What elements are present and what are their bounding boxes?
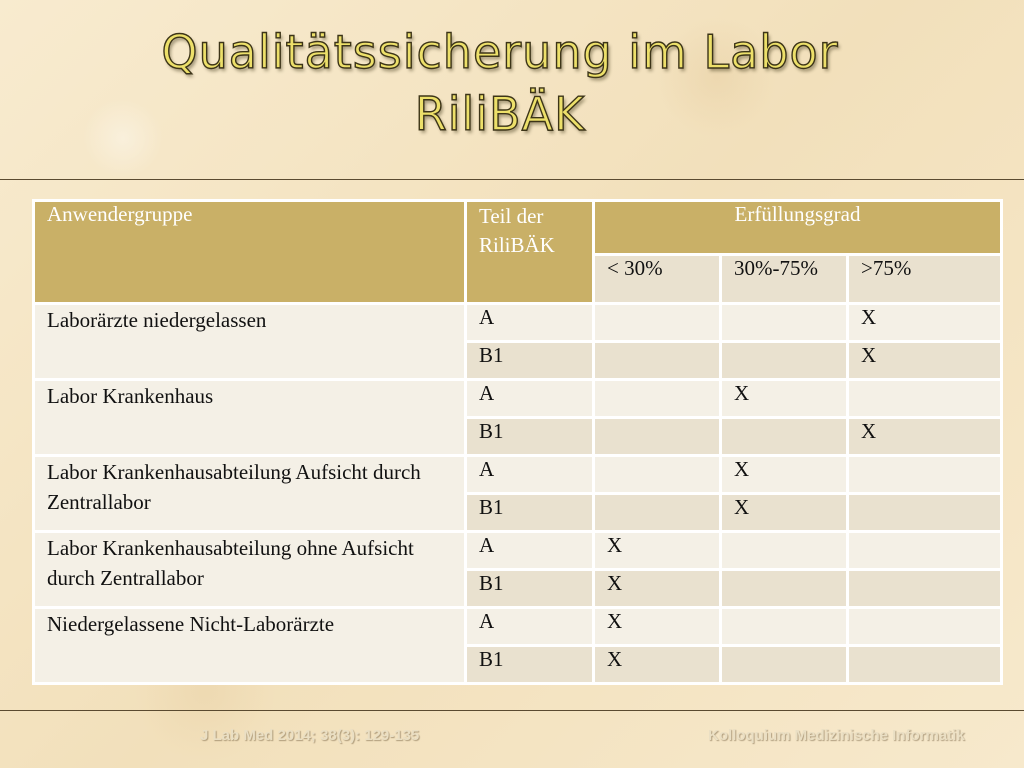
header-teil: Teil der RiliBÄK <box>466 201 594 304</box>
fulfillment-cell <box>594 418 721 456</box>
rilibaek-table <box>32 199 1003 685</box>
fulfillment-cell: X <box>594 608 721 646</box>
bottom-divider <box>0 710 1024 711</box>
group-label: Labor Krankenhausabteilung ohne Aufsicht durch Zentrallabor <box>34 532 466 608</box>
table-row <box>34 380 1002 418</box>
fulfillment-cell <box>848 570 1002 608</box>
fulfillment-cell <box>594 456 721 494</box>
fulfillment-cell: X <box>721 456 848 494</box>
group-label: Labor Krankenhausabteilung Aufsicht durch Zentrallabor <box>34 456 466 532</box>
subheader-lt30: < 30% <box>594 255 721 304</box>
part-label: A <box>466 380 594 418</box>
table-row <box>34 304 1002 342</box>
fulfillment-cell <box>848 494 1002 532</box>
fulfillment-cell <box>721 304 848 342</box>
header-anwendergruppe: Anwendergruppe <box>34 201 466 304</box>
slide-title: Qualitätssicherung im Labor <box>161 25 839 79</box>
fulfillment-cell <box>721 342 848 380</box>
part-label: A <box>466 456 594 494</box>
fulfillment-cell <box>721 418 848 456</box>
fulfillment-cell <box>721 608 848 646</box>
part-label: A <box>466 532 594 570</box>
table-row <box>34 608 1002 646</box>
header-erfuellungsgrad: Erfüllungsgrad <box>594 201 1002 255</box>
fulfillment-cell <box>594 494 721 532</box>
slide-subtitle: RiliBÄK <box>414 87 586 141</box>
footer-citation: J Lab Med 2014; 38(3): 129-135 <box>200 727 420 744</box>
fulfillment-cell: X <box>848 304 1002 342</box>
fulfillment-cell: X <box>721 494 848 532</box>
fulfillment-cell <box>721 646 848 684</box>
footer-course: Kolloquium Medizinische Informatik <box>708 727 965 744</box>
fulfillment-cell <box>848 456 1002 494</box>
fulfillment-cell: X <box>721 380 848 418</box>
fulfillment-cell <box>848 532 1002 570</box>
fulfillment-cell: X <box>848 418 1002 456</box>
fulfillment-cell <box>594 304 721 342</box>
group-label: Laborärzte niedergelassen <box>34 304 466 380</box>
part-label: B1 <box>466 494 594 532</box>
fulfillment-cell <box>721 532 848 570</box>
subheader-gt75: >75% <box>848 255 1002 304</box>
fulfillment-cell: X <box>594 646 721 684</box>
table-row <box>34 532 1002 570</box>
part-label: A <box>466 608 594 646</box>
fulfillment-cell <box>848 380 1002 418</box>
fulfillment-cell <box>594 342 721 380</box>
fulfillment-cell <box>848 646 1002 684</box>
group-label: Niedergelassene Nicht-Laborärzte <box>34 608 466 684</box>
fulfillment-cell <box>721 570 848 608</box>
fulfillment-cell: X <box>594 532 721 570</box>
table-row <box>34 456 1002 494</box>
fulfillment-cell: X <box>594 570 721 608</box>
fulfillment-cell <box>594 380 721 418</box>
top-divider <box>0 179 1024 180</box>
part-label: B1 <box>466 342 594 380</box>
part-label: B1 <box>466 646 594 684</box>
subheader-30-75: 30%-75% <box>721 255 848 304</box>
part-label: A <box>466 304 594 342</box>
group-label: Labor Krankenhaus <box>34 380 466 456</box>
fulfillment-cell: X <box>848 342 1002 380</box>
fulfillment-cell <box>848 608 1002 646</box>
part-label: B1 <box>466 570 594 608</box>
part-label: B1 <box>466 418 594 456</box>
